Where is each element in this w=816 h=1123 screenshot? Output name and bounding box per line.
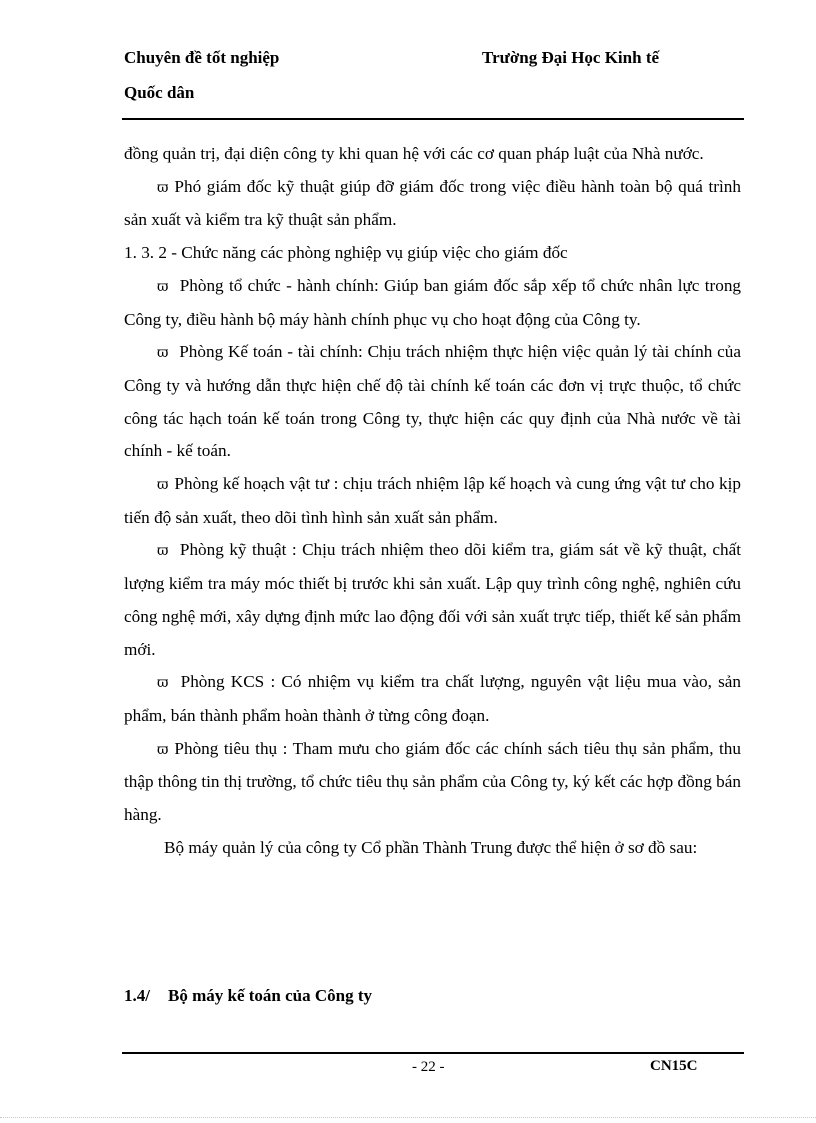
section-number: 1.4/ [124,986,150,1005]
header-thesis-title: Chuyên đề tốt nghiệp [124,48,280,67]
paragraph-bullet: ϖ Phòng tổ chức - hành chính: Giúp ban giám đốc sắp xếp tổ chức nhân lực trong Công ty, điều hành bộ máy hành chính phục vụ cho hoạt động của Công ty. [124,275,742,329]
bullet-icon: ϖ [157,278,169,295]
page-edge [0,1117,816,1118]
class-code: CN15C [650,1058,698,1074]
paragraph-bullet: ϖ Phó giám đốc kỹ thuật giúp đỡ giám đốc trong việc điều hành toàn bộ quá trình sản xuất và kiểm tra kỹ thuật sản phẩm. [124,176,741,230]
paragraph-bullet: ϖ Phòng tiêu thụ : Tham mưu cho giám đốc các chính sách tiêu thụ sản phẩm, thu thập thông tin thị trường, tổ chức tiêu thụ sản phẩm của Công ty, ký kết các hợp đồng bán hàng. [124,738,741,825]
bullet-icon: ϖ [157,543,169,560]
paragraph-bullet: ϖ Phòng kỹ thuật : Chịu trách nhiệm theo dõi kiểm tra, giám sát về kỹ thuật, chất lượng kiểm tra máy móc thiết bị trước khi sản xuất. Lập quy trình công nghệ, nghiên cứu công nghệ mới, xây dựng định mức lao động đối với sản xuất trực tiếp, thiết kế sản phẩm mới. [124,540,741,659]
body-text [124,138,741,864]
section-title: Bộ máy kế toán của Công ty [168,986,373,1005]
paragraph-bullet: ϖ Phòng kế hoạch vật tư : chịu trách nhiệm lập kế hoạch và cung ứng vật tư cho kịp tiến độ sản xuất, theo dõi tình hình sản xuất sản phẩm. [124,474,741,527]
header-thesis-title-cont: Quốc dân [124,83,195,102]
paragraph: Bộ máy quản lý của công ty Cổ phần Thành Trung được thể hiện ở sơ đồ sau: [164,837,698,857]
footer-rule [122,1052,744,1054]
section-heading [124,986,372,1006]
paragraph-bullet: ϖ Phòng KCS : Có nhiệm vụ kiểm tra chất lượng, nguyên vật liệu mua vào, sản phẩm, bán thành phẩm hoàn thành ở từng công đoạn. [124,672,741,725]
paragraph: đồng quản trị, đại diện công ty khi quan hệ với các cơ quan pháp luật của Nhà nước. [124,144,704,163]
page-number: - 22 - [412,1059,445,1075]
header-university: Trường Đại Học Kinh tế [482,48,660,67]
header-rule [122,118,744,120]
subsection-heading: 1. 3. 2 - Chức năng các phòng nghiệp vụ giúp việc cho giám đốc [124,243,568,263]
bullet-icon: ϖ [157,675,169,692]
bullet-icon: ϖ [157,345,169,362]
bullet-icon: ϖ [157,741,169,758]
paragraph-bullet: ϖ Phòng Kế toán - tài chính: Chịu trách nhiệm thực hiện việc quản lý tài chính của Công ty và hướng dẫn thực hiện chế độ tài chính kế toán các đơn vị trực thuộc, tổ chức công tác hạch toán kế toán trong Công ty, thực hiện các quy định của Nhà nước về tài chính - kế toán. [124,342,741,461]
bullet-icon: ϖ [157,179,169,196]
bullet-icon: ϖ [157,477,169,494]
